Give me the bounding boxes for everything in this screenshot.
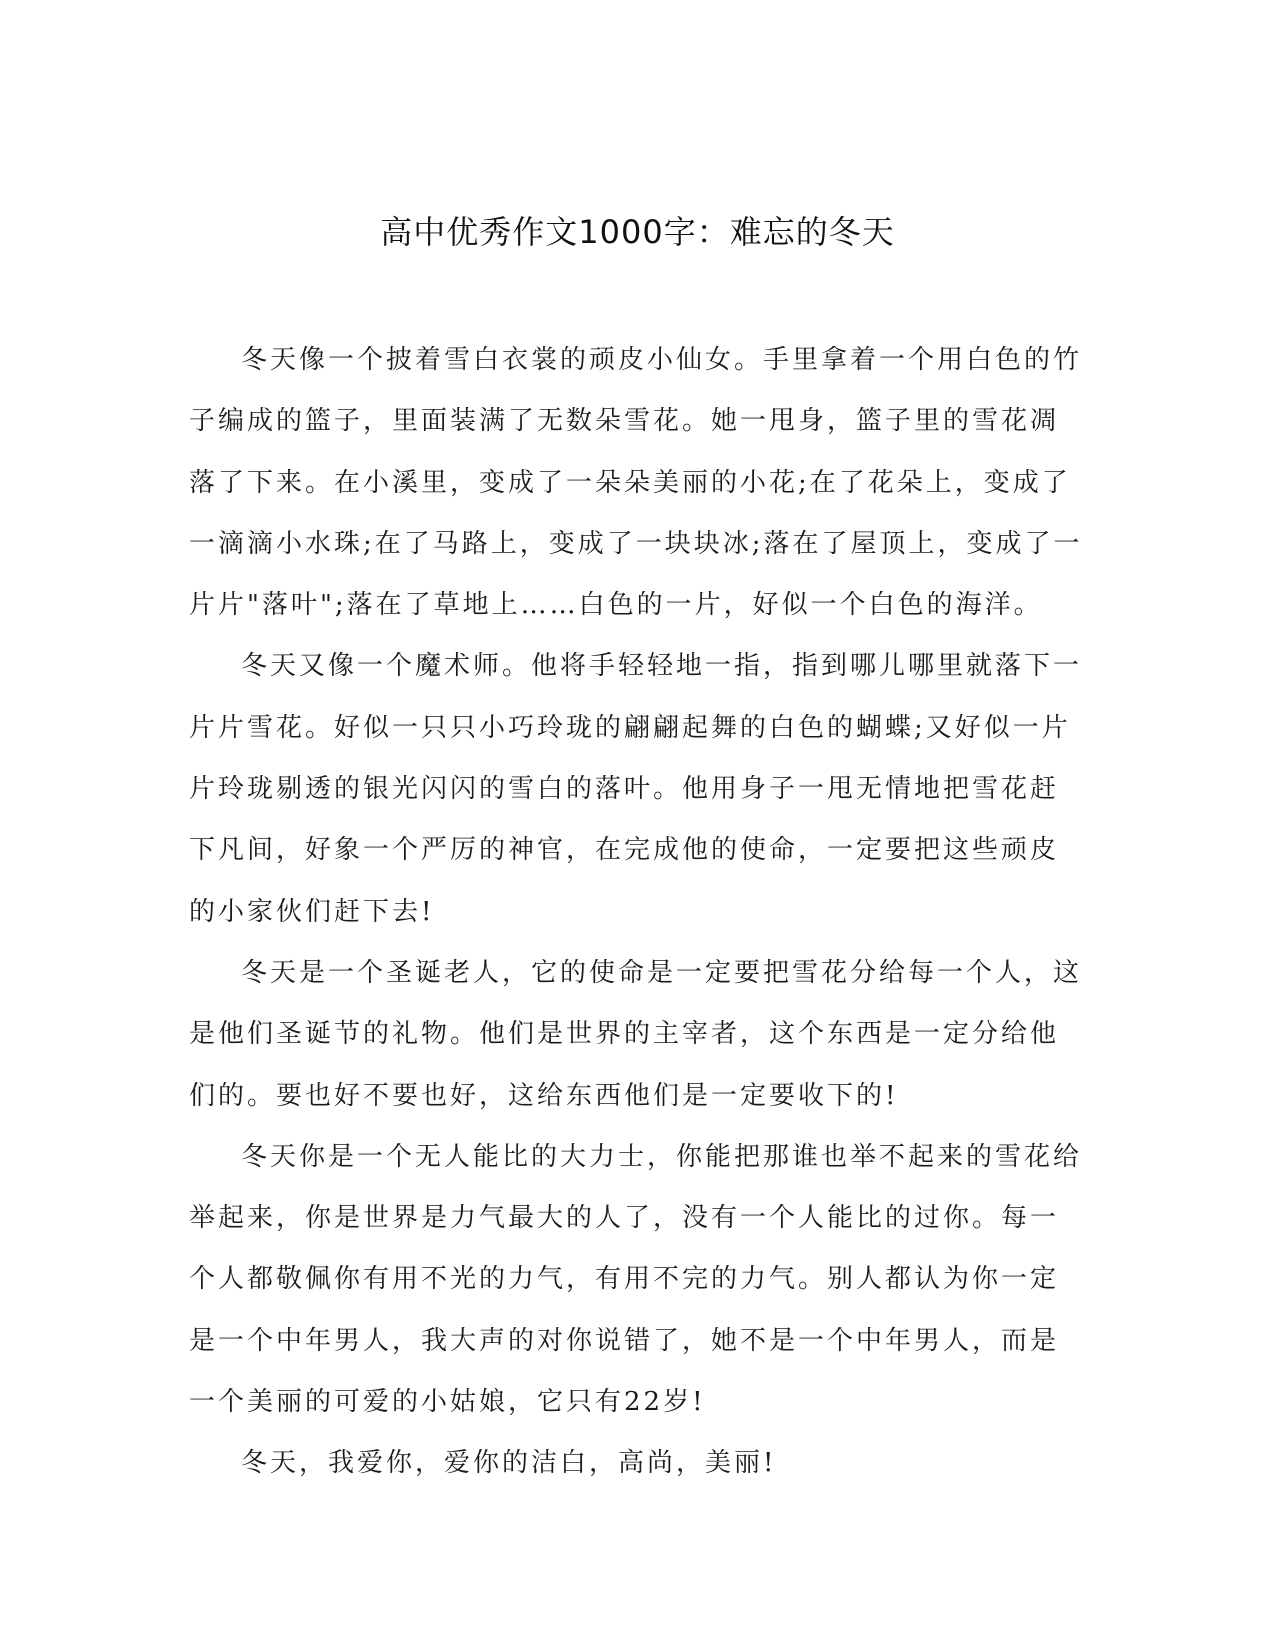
essay-paragraph-2: 冬天又像一个魔术师。他将手轻轻地一指，指到哪儿哪里就落下一片片雪花。好似一只只小巧玲珑的翩翩起舞的白色的蝴蝶;又好似一片片玲珑剔透的银光闪闪的雪白的落叶。他用身子一甩无情地把雪花赶下凡间，好象一个严厉的神官，在完成他的使命，一定要把这些顽皮的小家伙们赶下去! [189, 651, 1083, 927]
essay-body [189, 330, 1085, 1495]
essay-paragraph-3: 冬天是一个圣诞老人，它的使命是一定要把雪花分给每一个人，这是他们圣诞节的礼物。他们是世界的主宰者，这个东西是一定分给他们的。要也好不要也好，这给东西他们是一定要收下的! [189, 957, 1083, 1111]
essay-paragraph-1: 冬天像一个披着雪白衣裳的顽皮小仙女。手里拿着一个用白色的竹子编成的篮子，里面装满了无数朵雪花。她一甩身，篮子里的雪花凋落了下来。在小溪里，变成了一朵朵美丽的小花;在了花朵上，变成了一滴滴小水珠;在了马路上，变成了一块块冰;落在了屋顶上，变成了一片片"落叶";落在了草地上……白色的一片，好似一个白色的海洋。 [189, 345, 1083, 621]
essay-paragraph-4: 冬天你是一个无人能比的大力士，你能把那谁也举不起来的雪花给举起来，你是世界是力气最大的人了，没有一个人能比的过你。每一个人都敬佩你有用不光的力气，有用不完的力气。别人都认为你一定是一个中年男人，我大声的对你说错了，她不是一个中年男人，而是一个美丽的可爱的小姑娘，它只有22岁! [189, 1141, 1083, 1418]
essay-paragraph-5: 冬天，我爱你，爱你的洁白，高尚，美丽! [241, 1448, 777, 1479]
document-title: 高中优秀作文1000字：难忘的冬天 [380, 213, 895, 251]
